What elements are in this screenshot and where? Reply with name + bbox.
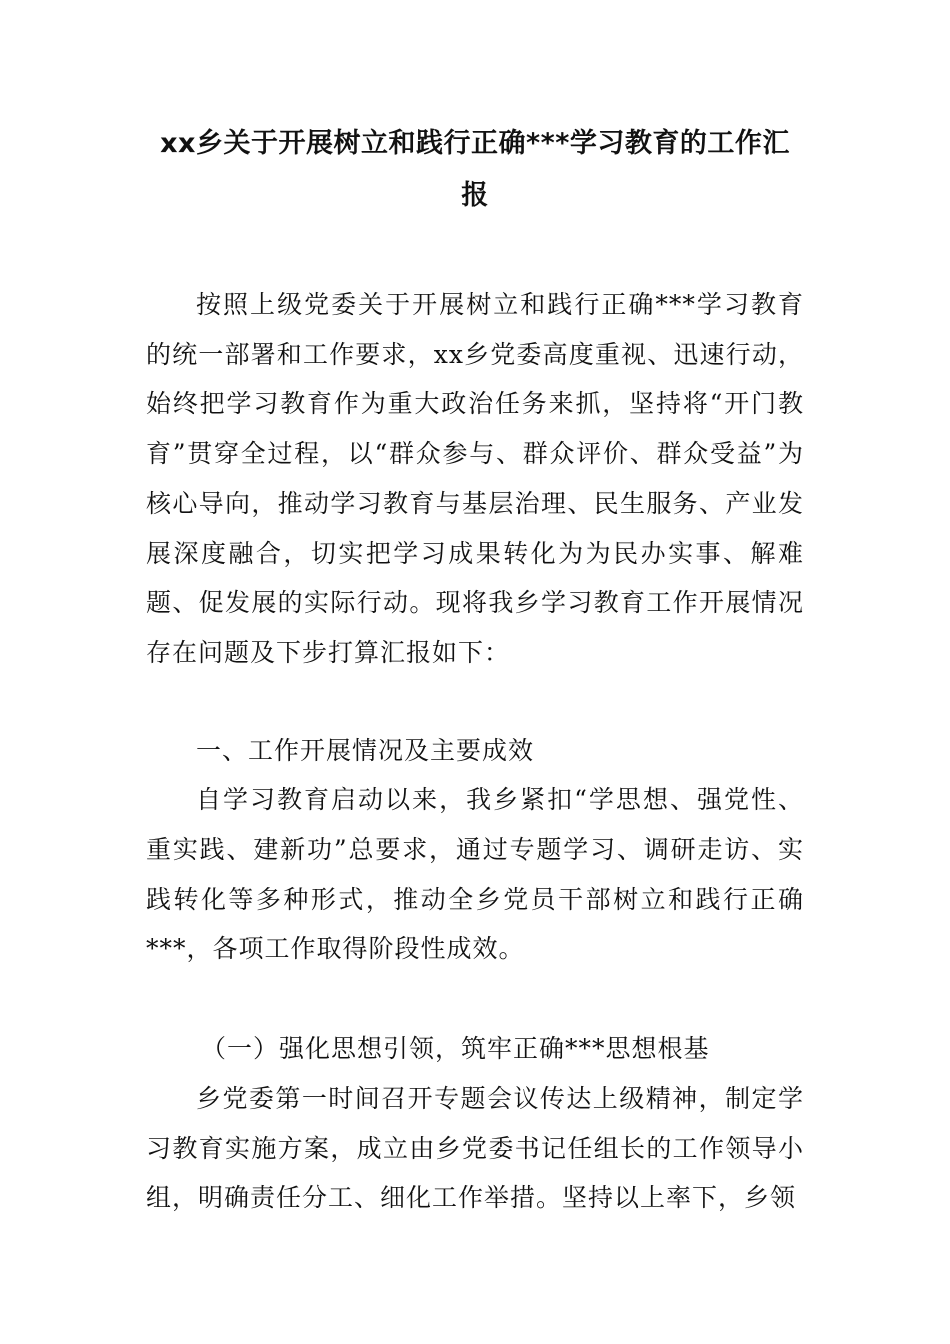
document-title — [146, 118, 804, 222]
subsection-1-paragraph: 乡党委第一时间召开专题会议传达上级精神，制定学习教育实施方案，成立由乡党委书记任组长的工作领导小组，明确责任分工、细化工作举措。坚持以上率下，乡领 — [146, 1083, 804, 1213]
intro-paragraph: 按照上级党委关于开展树立和践行正确***学习教育的统一部署和工作要求，xx乡党委高度重视、迅速行动，始终把学习教育作为重大政治任务来抓，坚持将“开门教育”贯穿全过程，以“群众参与、群众评价、群众受益”为核心导向，推动学习教育与基层治理、民生服务、产业发展深度融合，切实把学习成果转化为为民办实事、解难题、促发展的实际行动。现将我乡学习教育工作开展情况存在问题及下步打算汇报如下： — [146, 290, 804, 667]
section-1-paragraph: 自学习教育启动以来，我乡紧扣“学思想、强党性、重实践、建新功”总要求，通过专题学习、调研走访、实践转化等多种形式，推动全乡党员干部树立和践行正确***，各项工作取得阶段性成效。 — [146, 785, 804, 964]
subsection-1-heading: （一）强化思想引领，筑牢正确***思想根基 — [201, 1034, 710, 1064]
document-title-line-2: 报 — [461, 180, 489, 211]
document-title-line-1: xx乡关于开展树立和践行正确***学习教育的工作汇 — [160, 128, 790, 159]
section-1-heading: 一、工作开展情况及主要成效 — [196, 735, 535, 765]
